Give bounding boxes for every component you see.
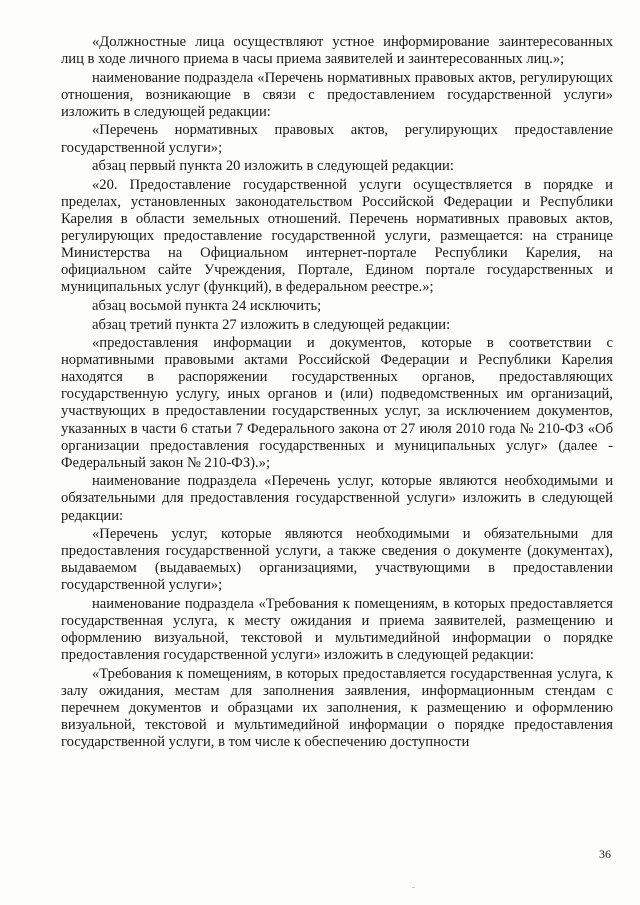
paragraph: абзац восьмой пункта 24 исключить; (92, 297, 322, 314)
paragraph: «Перечень нормативных правовых актов, регулирующих предоставление государственной услуги»; (61, 122, 613, 156)
paragraph: наименование подраздела «Перечень услуг, которые являются необходимыми и обязательными для предоставления государственной услуги» изложить в следующей редакции: (61, 473, 613, 524)
paragraph: «20. Предоставление государственной услуги осуществляется в порядке и пределах, установленных законодательством Российской Федерации и Республики Карелия в области земельных отношений. Перечень нормативных правовых актов, регулирующих предоставление государственной услуги, размещается: на странице Министерства на Официальном интернет-портале Республики Карелия, на официальном сайте Учреждения, Портале, Едином портале государственных и муниципальных услуг (функций), в федеральном реестре.»; (61, 176, 613, 296)
paragraph: «предоставления информации и документов, которые в соответствии с нормативными правовыми актами Российской Федерации и Республики Карелия находятся в распоряжении государственных органов, предоставляющих государственную услугу, иных органов и (или) подведомственных им организаций, участвующих в предоставлении государственных услуг, за исключением документов, указанных в части 6 статьи 7 Федерального закона от 27 июля 2010 года № 210-ФЗ «Об организации предоставления государственных и муниципальных услуг» (далее - Федеральный закон № 210-ФЗ).»; (61, 335, 613, 471)
paragraph: абзац третий пункта 27 изложить в следующей редакции: (92, 316, 451, 333)
page-number: 36 (599, 847, 611, 861)
document-body (61, 34, 613, 753)
paragraph: «Требования к помещениям, в которых предоставляется государственная услуга, к залу ожидания, местам для заполнения заявления, информационным стендам с перечнем документов и образцами их заполнения, к размещению и оформлению визуальной, текстовой и мультимедийной информации о порядке предоставления государственной услуги, в том числе к обеспечению доступности (61, 665, 613, 751)
paragraph: наименование подраздела «Требования к помещениям, в которых предоставляется государственная услуга, к месту ожидания и приема заявителей, размещению и оформлению визуальной, текстовой и мультимедийной информации о порядке предоставления государственной услуги» изложить в следующей редакции: (61, 596, 613, 664)
scan-artifact (412, 887, 415, 888)
paragraph: абзац первый пункта 20 изложить в следующей редакции: (92, 158, 454, 175)
paragraph: «Должностные лица осуществляют устное информирование заинтересованных лиц в ходе личного приема в часы приема заявителей и заинтересованных лиц.»; (61, 34, 613, 68)
paragraph: наименование подраздела «Перечень нормативных правовых актов, регулирующих отношения, возникающие в связи с предоставлением государственной услуги» изложить в следующей редакции: (61, 69, 613, 120)
paragraph: «Перечень услуг, которые являются необходимыми и обязательными для предоставления государственной услуги, а также сведения о документе (документах), выдаваемом (выдаваемых) организациями, участвующими в предоставлении государственной услуги»; (61, 526, 613, 594)
